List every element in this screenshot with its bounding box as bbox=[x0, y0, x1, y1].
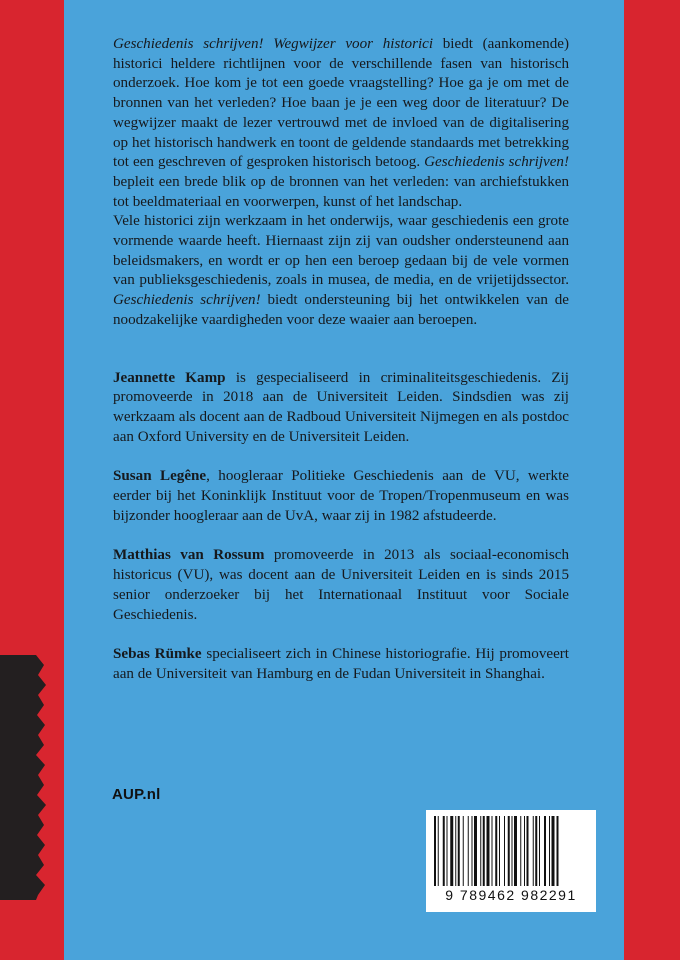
book-title: Geschiedenis schrijven! bbox=[113, 292, 261, 309]
blurb-text: biedt ondersteuning bij het ontwikkelen van de noodzakelijke vaardigheden voor deze waaier aan beroepen. bbox=[113, 292, 569, 328]
author-name: Jeannette Kamp bbox=[113, 369, 226, 386]
author-bio-kamp bbox=[113, 369, 569, 448]
book-title: Geschiedenis schrijven! bbox=[424, 154, 569, 171]
author-bio-van-rossum bbox=[113, 546, 569, 625]
decorative-torn-strip bbox=[0, 655, 50, 900]
book-title: Geschiedenis schrijven! Wegwijzer voor historici bbox=[113, 36, 434, 52]
cover-text bbox=[113, 35, 569, 685]
barcode-bars bbox=[434, 816, 588, 886]
isbn-digits: 9 789462 982291 bbox=[445, 887, 577, 903]
author-bio: is gespecialiseerd in criminaliteitsgeschiedenis. Zij promoveerde in 2018 aan de Universiteit Leiden. Sindsdien was zij werkzaam als docent aan de Radboud Universiteit Nijmegen en als postdoc aan Oxford University en de Universiteit Leiden. bbox=[113, 369, 570, 445]
author-bio-legene bbox=[113, 467, 569, 526]
blurb-paragraph-1 bbox=[113, 35, 569, 212]
author-bio: promoveerde in 2013 als sociaal-economisch historicus (VU), was docent aan de Universiteit Leiden en is sinds 2015 senior onderzoeker bij het Internationaal Instituut voor Sociale Geschiedenis. bbox=[113, 547, 569, 623]
author-name: Susan Legêne bbox=[113, 468, 207, 485]
author-name: Sebas Rümke bbox=[113, 646, 202, 663]
publisher-logo: AUP.nl bbox=[112, 786, 161, 803]
author-bio: specialiseert zich in Chinese historiografie. Hij promoveert aan de Universiteit van Hamburg en de Fudan Universiteit in Shanghai. bbox=[113, 646, 569, 682]
blurb-paragraph-2 bbox=[113, 212, 569, 330]
blurb-text: biedt (aankomende) historici heldere richtlijnen voor de verschillende fasen van historisch onderzoek. Hoe kom je tot een goede vraagstelling? Hoe ga je om met de bronnen van het verleden? Hoe baan je je een weg door de literatuur? De wegwijzer maakt de lezer vertrouwd met de invloed van de digitalisering op het historisch handwerk en toont de geldende standaards met betrekking tot een geschreven of gesproken historisch betoog. bbox=[113, 36, 569, 171]
author-bio-rumke bbox=[113, 645, 569, 684]
author-name: Matthias van Rossum bbox=[113, 547, 265, 564]
isbn-barcode bbox=[426, 810, 596, 912]
blurb-text: Vele historici zijn werkzaam in het onderwijs, waar geschiedenis een grote vormende waarde heeft. Hiernaast zijn zij van oudsher ondersteunend aan beleidsmakers, en wordt er op hen een beroep gedaan bij de vele vormen van publieksgeschiedenis, zoals in musea, de media, en de vrijetijdssector. bbox=[113, 213, 569, 289]
blurb-text: bepleit een brede blik op de bronnen van het verleden: van archiefstukken tot beeldmateriaal en voorwerpen, kunst of het landschap. bbox=[113, 173, 569, 210]
author-bio: , hoogleraar Politieke Geschiedenis aan de VU, werkte eerder bij het Koninklijk Instituut voor de Tropen/Tropenmuseum en was bijzonder hoogleraar aan de UvA, waar zij in 1982 afstudeerde. bbox=[113, 468, 569, 524]
